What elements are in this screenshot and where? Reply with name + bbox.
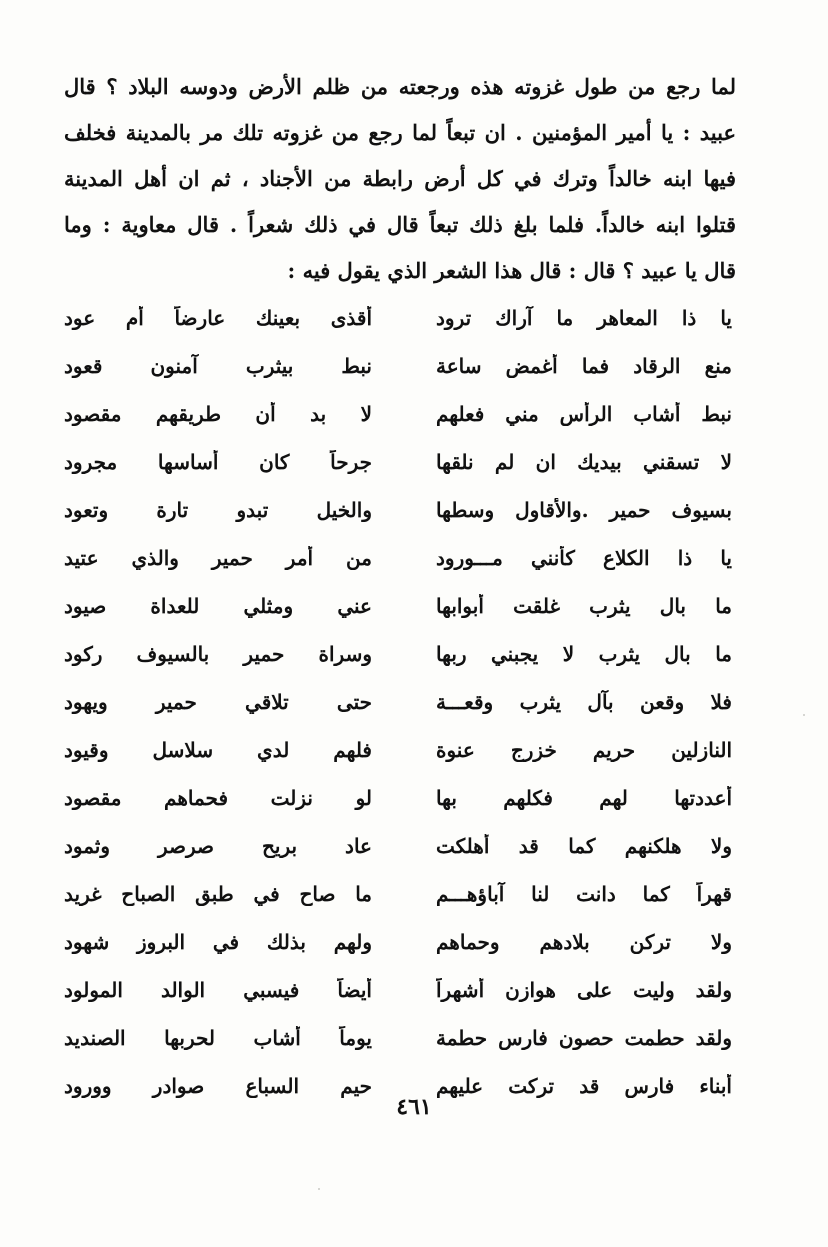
verse-first-hemistich: يا ذا المعاهر ما آراك ترود [436,306,732,330]
verse-line [64,870,732,918]
verse-line [64,918,732,966]
verse-line [64,966,732,1014]
verse-second-hemistich: فلهم لدي سلاسل وقيود [64,738,372,762]
verse-first-hemistich: يا ذا الكلاع كأنني مـــورود [436,546,732,570]
verse-second-hemistich: والخيل تبدو تارة وتعود [64,498,372,522]
verse-second-hemistich: وسراة حمير بالسيوف ركود [64,642,372,666]
verse-first-hemistich: ما بال يثرب لا يجبني ربها [436,642,732,666]
verse-second-hemistich: نبط بيثرب آمنون قعود [64,354,372,378]
verse-first-hemistich: ما بال يثرب غلقت أبوابها [436,594,732,618]
poem [64,294,732,1110]
prose-line: قتلوا ابنه خالداً. فلما بلغ ذلك تبعاً قال في ذلك شعراً . قال معاوية : وما [64,212,736,237]
verse-first-hemistich: بسيوف حمير .والأقاول وسطها [436,498,732,522]
verse-line [64,726,732,774]
paper-speck [318,1188,320,1190]
verse-line [64,294,732,342]
verse-second-hemistich: ما صاح في طبق الصباح غريد [64,882,372,906]
prose-paragraph [64,64,736,294]
verse-second-hemistich: حيم السباع صوادر وورود [64,1074,372,1098]
verse-second-hemistich: أيضاً فيسبي الوالد المولود [64,978,372,1002]
verse-first-hemistich: ولا تركن بلادهم وحماهم [436,930,732,954]
verse-line [64,1014,732,1062]
verse-first-hemistich: أعددتها لهم فكلهم بها [436,786,732,810]
verse-line [64,822,732,870]
verse-first-hemistich: النازلين حريم خزرج عنوة [436,738,732,762]
verse-second-hemistich: أقذى بعينك عارضاً أم عود [64,306,372,330]
verse-second-hemistich: عني ومثلي للعداة صيود [64,594,372,618]
verse-second-hemistich: جرحاً كان أساسها مجرود [64,450,372,474]
verse-line [64,486,732,534]
verse-line [64,390,732,438]
verse-line [64,342,732,390]
verse-line [64,534,732,582]
verse-line [64,678,732,726]
verse-second-hemistich: عاد بريح صرصر وثمود [64,834,372,858]
paper-speck [803,714,805,716]
verse-first-hemistich: نبط أشاب الرأس مني فعلهم [436,402,732,426]
verse-first-hemistich: لا تسقني بيديك ان لم نلقها [436,450,732,474]
verse-second-hemistich: من أمر حمير والذي عتيد [64,546,372,570]
verse-second-hemistich: ولهم بذلك في البروز شهود [64,930,372,954]
verse-first-hemistich: ولا هلكنهم كما قد أهلكت [436,834,732,858]
verse-first-hemistich: أبناء فارس قد تركت عليهم [436,1074,732,1098]
verse-first-hemistich: فلا وقعن بآل يثرب وقعـــة [436,690,732,714]
prose-line: فيها ابنه خالداً وترك في كل أرض رابطة من الأجناد ، ثم ان أهل المدينة [64,166,736,191]
verse-second-hemistich: يوماً أشاب لحربها الصنديد [64,1026,372,1050]
verse-second-hemistich: لا بد أن طريقهم مقصود [64,402,372,426]
verse-second-hemistich: لو نزلت فحماهم مقصود [64,786,372,810]
verse-first-hemistich: ولقد حطمت حصون فارس حطمة [436,1026,732,1050]
verse-first-hemistich: منع الرقاد فما أغمض ساعة [436,354,732,378]
verse-first-hemistich: قهراً كما دانت لنا آباؤهـــم [436,882,732,906]
verse-line [64,438,732,486]
verse-line [64,630,732,678]
verse-line [64,774,732,822]
page-number: ٤٦١ [396,1094,432,1120]
prose-line: عبيد : يا أمير المؤمنين . ان تبعاً لما رجع من غزوته تلك مر بالمدينة فخلف [64,120,736,145]
prose-line: قال يا عبيد ؟ قال : قال هذا الشعر الذي يقول فيه : [287,258,736,283]
prose-line: لما رجع من طول غزوته هذه ورجعته من ظلم الأرض ودوسه البلاد ؟ قال [64,74,736,99]
verse-line [64,582,732,630]
verse-second-hemistich: حتى تلاقي حمير ويهود [64,690,372,714]
verse-first-hemistich: ولقد وليت على هوازن أشهراً [436,978,732,1002]
